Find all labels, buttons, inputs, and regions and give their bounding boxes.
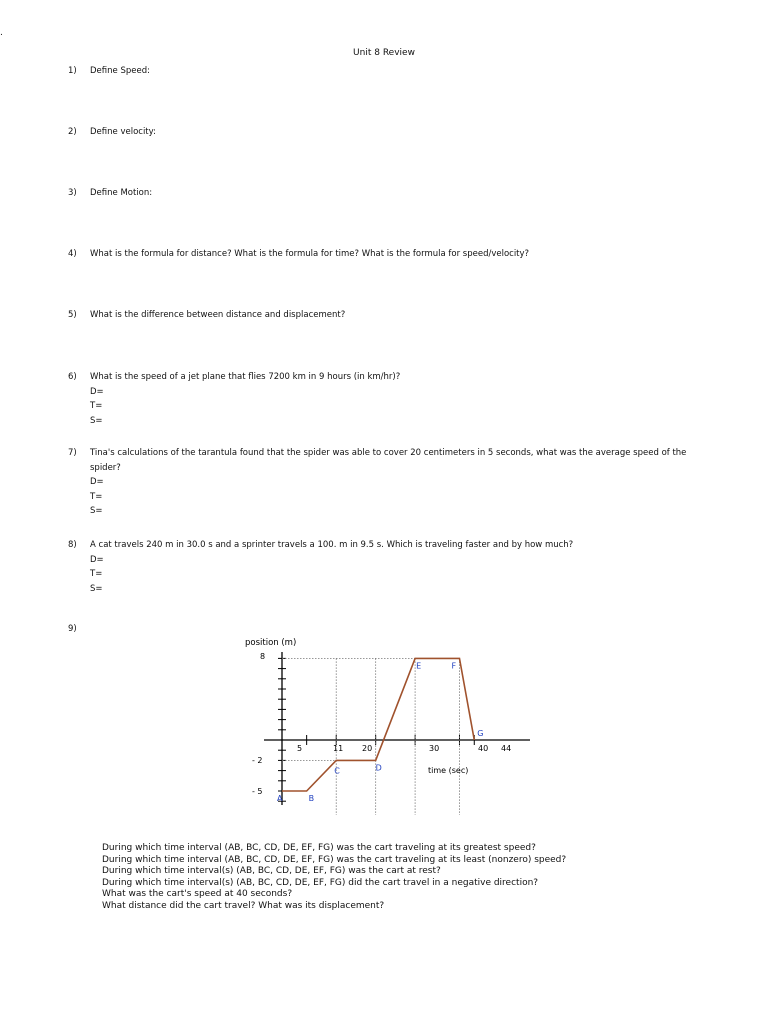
question-text: What is the difference between distance and displacement? [90, 310, 346, 320]
question-text: What is the formula for distance? What is the formula for time? What is the formula for speed/velocity? [90, 249, 530, 259]
x-tick-label-5: 5 [297, 744, 303, 753]
answer-line-t: T= [90, 491, 103, 502]
answer-line-s: S= [90, 583, 103, 594]
point-label-a: A [277, 794, 283, 803]
point-label-b: B [308, 794, 315, 803]
question-number: 4) [68, 249, 77, 259]
x-tick-label-11: 11 [333, 744, 344, 753]
y-tick-label-8: 8 [260, 652, 266, 661]
question-number: 6) [68, 372, 77, 382]
question-text: Define Speed: [90, 66, 150, 76]
x-tick-label-44: 44 [501, 744, 512, 753]
question-number: 8) [68, 540, 77, 550]
x-tick-label-40: 40 [478, 744, 489, 753]
question-number: 5) [68, 310, 77, 320]
x-tick-label-20: 20 [362, 744, 373, 753]
answer-line-t: T= [90, 401, 103, 411]
y-tick-label-neg5: - 5 [252, 787, 263, 796]
y-axis-label: position (m) [245, 638, 297, 648]
graph-question: During which time interval(s) (AB, BC, CD, DE, EF, FG) was the cart at rest? [102, 866, 441, 877]
question-text: What is the speed of a jet plane that flies 7200 km in 9 hours (in km/hr)? [90, 372, 401, 382]
answer-line-t: T= [90, 569, 103, 579]
point-label-d: D [375, 763, 382, 773]
point-label-e: E [416, 661, 422, 671]
question-number: 7) [68, 448, 77, 458]
question-number: 2) [68, 127, 77, 137]
x-axis-label: time (sec) [428, 766, 469, 775]
question-text: A cat travels 240 m in 30.0 s and a sprinter travels a 100. m in 9.5 s. Which is traveling faster and by how much? [90, 540, 574, 550]
graph-questions [102, 843, 566, 913]
graph-question: During which time interval(s) (AB, BC, CD, DE, EF, FG) did the cart travel in a negative direction? [102, 877, 539, 888]
question-number: 1) [68, 66, 77, 76]
question-number: 3) [68, 188, 77, 198]
page-mark: . [0, 28, 3, 38]
question-text: Define Motion: [90, 188, 153, 198]
point-label-c: C [334, 766, 340, 776]
graph-question: During which time interval (AB, BC, CD, DE, EF, FG) was the cart traveling at its least (nonzero) speed? [102, 854, 567, 865]
y-tick-label-neg2: - 2 [252, 756, 263, 765]
graph-question: What distance did the cart travel? What was its displacement? [102, 900, 385, 911]
point-label-g: G [477, 729, 484, 738]
answer-line-s: S= [90, 506, 103, 516]
guide-lines [282, 658, 459, 815]
answer-line-s: S= [90, 415, 103, 426]
question-text: Define velocity: [90, 127, 156, 137]
answer-line-d: D= [90, 477, 104, 487]
graph-question: What was the cart's speed at 40 seconds? [102, 889, 293, 900]
point-label-f: F [451, 661, 457, 671]
answer-line-d: D= [90, 554, 104, 565]
page-title: Unit 8 Review [353, 48, 415, 58]
graph-question: During which time interval (AB, BC, CD, DE, EF, FG) was the cart traveling at its greatest speed? [102, 843, 536, 853]
point-labels [277, 661, 483, 803]
question-number: 9) [68, 624, 77, 634]
x-tick-label-30: 30 [429, 744, 440, 753]
answer-line-d: D= [90, 386, 104, 397]
graph-axes [264, 652, 530, 805]
question-text: Tina's calculations of the tarantula found that the spider was able to cover 20 centimeters in 5 seconds, what was the average speed of the spider? [90, 448, 687, 473]
